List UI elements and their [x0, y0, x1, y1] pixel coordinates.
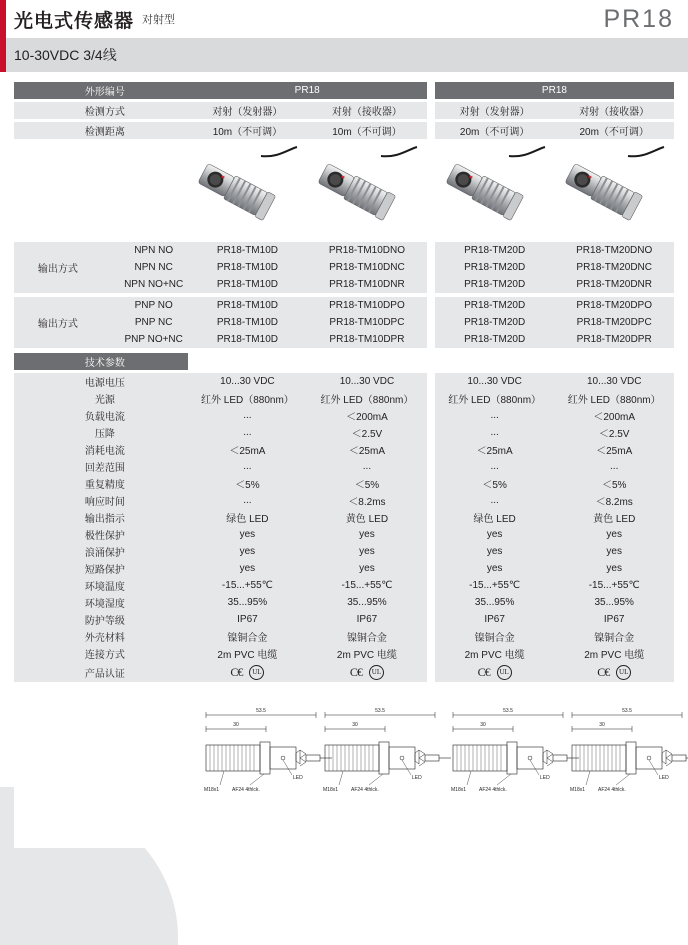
sensor-photo [311, 144, 423, 236]
cell-value: -15...+55℃ [435, 577, 555, 594]
output-sub-label: NPN NO+NC [94, 276, 188, 293]
empty [188, 353, 308, 370]
cell-value: PR18-TM20DPC [554, 314, 674, 331]
cell-value: -15...+55℃ [554, 577, 674, 594]
cell-value: 红外 LED（880nm） [307, 390, 427, 407]
cell-value: PR18-TM10D [188, 259, 308, 276]
column-gap [427, 577, 435, 594]
cell-value: 绿色 LED [435, 509, 555, 526]
cell-value: 2m PVC 电缆 [554, 645, 674, 662]
ce-mark: C€ [597, 664, 610, 679]
column-gap [427, 276, 435, 293]
cell-value: 对射（发射器） [435, 102, 555, 119]
page-subtitle: 对射型 [142, 14, 176, 26]
sensor-cell-2 [307, 142, 427, 238]
column-gap [427, 526, 435, 543]
cell-value: PR18-TM10DNR [307, 276, 427, 293]
cell-value: 10...30 VDC [188, 373, 308, 390]
cell-value: PR18-TM20D [435, 331, 555, 348]
cell-value: PR18-TM10DNO [307, 242, 427, 259]
cell-value: 10m（不可调） [188, 122, 308, 139]
cell-value: ... [188, 458, 308, 475]
table-row [14, 492, 674, 509]
cell-value [435, 662, 555, 682]
table-row [14, 475, 674, 492]
cell-value: ＜25mA [435, 441, 555, 458]
cell-value: ＜2.5V [554, 424, 674, 441]
row-label: 光源 [14, 390, 188, 407]
table-row [14, 102, 674, 119]
cell-value: PR18-TM10D [188, 331, 308, 348]
dim-thread-label: 30 [480, 722, 486, 728]
cell-value: PR18-TM20D [435, 242, 555, 259]
cell-value: 2m PVC 电缆 [188, 645, 308, 662]
cell-value: 对射（接收器） [307, 102, 427, 119]
cell-value: PR18-TM10D [188, 297, 308, 314]
empty [427, 353, 435, 370]
cell-value: 对射（发射器） [188, 102, 308, 119]
column-gap [427, 628, 435, 645]
dimension-drawing [554, 693, 688, 838]
row-label: 消耗电流 [14, 441, 188, 458]
cell-value: yes [188, 543, 308, 560]
cell-value: yes [188, 560, 308, 577]
table-row [14, 526, 674, 543]
column-gap [427, 297, 435, 314]
table-row [14, 577, 674, 594]
ce-mark: C€ [230, 664, 243, 679]
row-label: 连接方式 [14, 645, 188, 662]
cell-value: 20m（不可调） [435, 122, 555, 139]
row-label: 环境湿度 [14, 594, 188, 611]
cell-value: 镍铜合金 [307, 628, 427, 645]
cell-value: ＜5% [188, 475, 308, 492]
cell-value: 红外 LED（880nm） [188, 390, 308, 407]
column-gap [427, 314, 435, 331]
sensor-photo [439, 144, 551, 236]
table-row [14, 611, 674, 628]
cell-value: PR18-TM20DNC [554, 259, 674, 276]
cell-value: -15...+55℃ [307, 577, 427, 594]
spec-table [14, 82, 674, 848]
cell-value: 镍铜合金 [188, 628, 308, 645]
certification-marks [478, 665, 512, 680]
cell-value: 20m（不可调） [554, 122, 674, 139]
certification-marks [230, 665, 264, 680]
cell-value: ... [188, 424, 308, 441]
table-row [14, 373, 674, 390]
column-gap [427, 645, 435, 662]
row-label: 负载电流 [14, 407, 188, 424]
cell-value: PR18-TM20D [435, 259, 555, 276]
column-gap [427, 458, 435, 475]
cell-value: 红外 LED（880nm） [435, 390, 555, 407]
cell-value: yes [554, 560, 674, 577]
cell-value: 镍铜合金 [554, 628, 674, 645]
table-row [14, 297, 674, 314]
drawing-cell-3 [435, 687, 555, 848]
page-header [0, 0, 688, 38]
output-sub-label: PNP NO+NC [94, 331, 188, 348]
cell-value: PR18-TM20D [435, 314, 555, 331]
row-label: 检测方式 [14, 102, 188, 119]
cell-value: -15...+55℃ [188, 577, 308, 594]
cell-value: PR18-TM10DPO [307, 297, 427, 314]
row-label: 响应时间 [14, 492, 188, 509]
row-label: 环境温度 [14, 577, 188, 594]
cell-value: IP67 [554, 611, 674, 628]
cell-value: 2m PVC 电缆 [307, 645, 427, 662]
column-gap [427, 122, 435, 139]
cell-value: ... [307, 458, 427, 475]
sensor-cell-1 [188, 142, 308, 238]
cell-value: PR18-TM20DPR [554, 331, 674, 348]
content-area [0, 72, 688, 848]
empty [435, 353, 555, 370]
column-gap [427, 407, 435, 424]
model-code: PR18 [603, 4, 674, 33]
cell-value: 10...30 VDC [435, 373, 555, 390]
dim-total-label: 53.5 [503, 708, 513, 714]
output-mode-label: 输出方式 [14, 242, 94, 293]
table-row [14, 458, 674, 475]
cell-value: PR18-TM20DNR [554, 276, 674, 293]
column-gap [427, 331, 435, 348]
cell-value: ... [435, 492, 555, 509]
row-label: 输出指示 [14, 509, 188, 526]
cell-value: 镍铜合金 [435, 628, 555, 645]
ul-mark: UL [497, 665, 512, 680]
cell-value: PR18-TM10DPR [307, 331, 427, 348]
row-label: 短路保护 [14, 560, 188, 577]
empty-label-cell [14, 687, 188, 848]
page-title: 光电式传感器 [14, 10, 135, 32]
dim-thread-label: 30 [599, 722, 606, 728]
column-gap [427, 102, 435, 119]
cell-value: PR18-TM10D [188, 314, 308, 331]
thread-label: M18x1 [450, 787, 466, 793]
ul-mark: UL [369, 665, 384, 680]
spec-bar-label: 10-30VDC 3/4线 [14, 47, 117, 63]
cell-value: PR18-TM10DNC [307, 259, 427, 276]
cell-value: PR18-TM10D [188, 242, 308, 259]
cell-value: 2m PVC 电缆 [435, 645, 555, 662]
table-row [14, 407, 674, 424]
cell-value: PR18-TM20DPO [554, 297, 674, 314]
table-row [14, 424, 674, 441]
cell-value: IP67 [435, 611, 555, 628]
cell-value: 35...95% [554, 594, 674, 611]
column-gap [427, 662, 435, 682]
cell-value: yes [307, 560, 427, 577]
thread-label: M18x1 [323, 787, 339, 793]
row-label: 电源电压 [14, 373, 188, 390]
column-gap [427, 242, 435, 259]
group-title-pr18-2: PR18 [435, 82, 674, 99]
table-row [14, 314, 674, 331]
ul-mark: UL [616, 665, 631, 680]
output-sub-label: NPN NO [94, 242, 188, 259]
dim-total-label: 53.5 [255, 708, 266, 714]
cell-value: ＜200mA [307, 407, 427, 424]
cell-value: ＜25mA [554, 441, 674, 458]
ul-mark: UL [249, 665, 264, 680]
dim-total-label: 53.5 [622, 708, 633, 714]
row-label: 产品认证 [14, 662, 188, 682]
column-gap [427, 424, 435, 441]
nut-label: AF24 4thlck. [598, 787, 627, 793]
cell-value: ... [188, 492, 308, 509]
table-row [14, 441, 674, 458]
led-label: LED [412, 775, 422, 781]
dim-total-label: 53.5 [375, 708, 386, 714]
column-gap [427, 509, 435, 526]
table-row [14, 390, 674, 407]
cell-value [188, 662, 308, 682]
sensor-cell-3 [435, 142, 555, 238]
cell-value: IP67 [188, 611, 308, 628]
nut-label: AF24 4thlck. [478, 787, 507, 793]
tech-params-title: 技术参数 [14, 353, 188, 370]
drawing-cell-1 [188, 687, 308, 848]
row-label: 压降 [14, 424, 188, 441]
cell-value: 红外 LED（880nm） [554, 390, 674, 407]
row-label: 外壳材料 [14, 628, 188, 645]
table-row [14, 276, 674, 293]
thread-label: M18x1 [203, 787, 219, 793]
dim-thread-label: 30 [352, 722, 358, 728]
cell-value: 35...95% [435, 594, 555, 611]
empty-label-cell [14, 142, 188, 238]
cell-value: 对射（接收器） [554, 102, 674, 119]
table-row [14, 628, 674, 645]
cell-value: 35...95% [307, 594, 427, 611]
cell-value [554, 662, 674, 682]
cell-value: 10...30 VDC [307, 373, 427, 390]
led-label: LED [292, 775, 303, 781]
sensor-images-row [14, 142, 674, 238]
ce-mark: C€ [477, 664, 490, 679]
cell-value: ＜5% [307, 475, 427, 492]
cell-value: yes [435, 526, 555, 543]
cell-value: ＜200mA [554, 407, 674, 424]
output-mode-label: 输出方式 [14, 297, 94, 348]
cell-value: yes [188, 526, 308, 543]
cell-value: ＜25mA [307, 441, 427, 458]
table-row [14, 122, 674, 139]
certification-marks [350, 665, 384, 680]
sensor-photo [191, 144, 303, 236]
cell-value: ＜5% [554, 475, 674, 492]
cell-value: PR18-TM10D [188, 276, 308, 293]
column-gap [427, 142, 435, 238]
cell-value: yes [435, 543, 555, 560]
sensor-cell-4 [554, 142, 674, 238]
cell-value: ... [435, 458, 555, 475]
dimension-drawings-row [14, 687, 674, 848]
cell-value: 10m（不可调） [307, 122, 427, 139]
thread-label: M18x1 [570, 787, 586, 793]
column-gap [427, 441, 435, 458]
table-row [14, 543, 674, 560]
table-row [14, 242, 674, 259]
cell-value: yes [554, 543, 674, 560]
cell-value: PR18-TM10DPC [307, 314, 427, 331]
column-gap [427, 82, 435, 99]
table-row [14, 331, 674, 348]
spec-bar [0, 38, 688, 72]
sensor-photo [558, 144, 670, 236]
header-accent-bar [0, 0, 6, 38]
row-label: 重复精度 [14, 475, 188, 492]
cell-value: 35...95% [188, 594, 308, 611]
table-row [14, 594, 674, 611]
cell-value: 黄色 LED [554, 509, 674, 526]
output-sub-label: PNP NO [94, 297, 188, 314]
table-row [14, 662, 674, 682]
cell-value: yes [307, 526, 427, 543]
tech-params-header [14, 353, 674, 370]
cell-value: yes [435, 560, 555, 577]
row-label: 防护等级 [14, 611, 188, 628]
column-gap [427, 543, 435, 560]
table-row [14, 560, 674, 577]
cell-value: IP67 [307, 611, 427, 628]
cell-value: ... [435, 407, 555, 424]
table-row [14, 509, 674, 526]
led-label: LED [659, 775, 670, 781]
shape-number-label: 外形编号 [14, 82, 188, 99]
spec-bar-accent [0, 38, 6, 72]
cell-value: ＜5% [435, 475, 555, 492]
cell-value: PR18-TM20DNO [554, 242, 674, 259]
cell-value: 绿色 LED [188, 509, 308, 526]
cell-value: PR18-TM20D [435, 276, 555, 293]
table-row [14, 645, 674, 662]
led-label: LED [539, 775, 550, 781]
drawing-cell-4 [554, 687, 674, 848]
ce-mark: C€ [349, 664, 362, 679]
table-row [14, 259, 674, 276]
cell-value: ＜25mA [188, 441, 308, 458]
cell-value: ... [435, 424, 555, 441]
column-gap [427, 560, 435, 577]
nut-label: AF24 4thlck. [231, 787, 260, 793]
cell-value: ... [554, 458, 674, 475]
column-gap [427, 390, 435, 407]
cell-value: ＜8.2ms [554, 492, 674, 509]
group-title-pr18-1: PR18 [188, 82, 427, 99]
column-gap [427, 594, 435, 611]
column-gap [427, 492, 435, 509]
column-gap [427, 611, 435, 628]
row-label: 极性保护 [14, 526, 188, 543]
cell-value: yes [307, 543, 427, 560]
cell-value: ... [188, 407, 308, 424]
nut-label: AF24 4thlck. [351, 787, 379, 793]
drawing-cell-2 [307, 687, 427, 848]
column-gap [427, 373, 435, 390]
cell-value: yes [554, 526, 674, 543]
empty [554, 353, 674, 370]
table-header-row [14, 82, 674, 99]
row-label: 浪涌保护 [14, 543, 188, 560]
column-gap [427, 475, 435, 492]
dim-thread-label: 30 [232, 722, 239, 728]
cell-value: PR18-TM20D [435, 297, 555, 314]
cell-value: 10...30 VDC [554, 373, 674, 390]
cell-value [307, 662, 427, 682]
output-sub-label: NPN NC [94, 259, 188, 276]
cell-value: ＜8.2ms [307, 492, 427, 509]
cell-value: ＜2.5V [307, 424, 427, 441]
cell-value: 黄色 LED [307, 509, 427, 526]
row-label: 回差范围 [14, 458, 188, 475]
certification-marks [597, 665, 631, 680]
output-sub-label: PNP NC [94, 314, 188, 331]
column-gap [427, 259, 435, 276]
empty [307, 353, 427, 370]
row-label: 检测距离 [14, 122, 188, 139]
